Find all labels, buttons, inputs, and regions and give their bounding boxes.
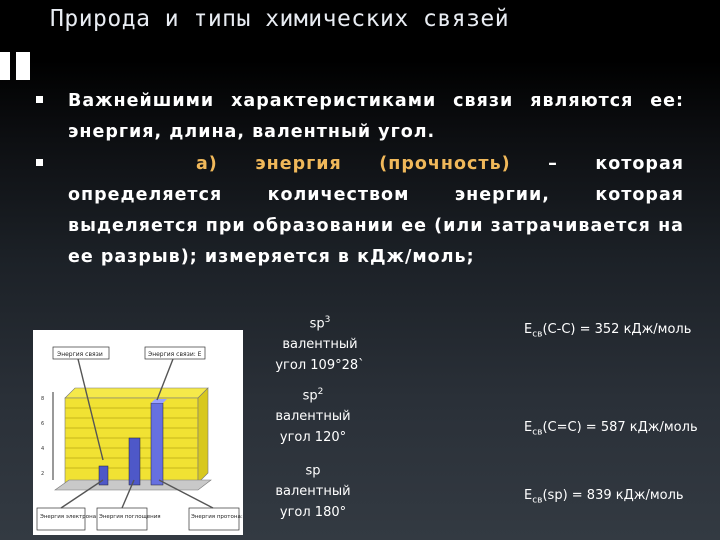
diagram-axis-tick: 6 [41, 421, 45, 427]
bullet-energy: а) энергия (прочность) – которая определяется количеством энергии, которая выделяется при образовании ее (или затрачивается на ее разрыв); измеряется в кДж/моль; [68, 154, 685, 267]
diagram-label: Энергия электрона [40, 514, 97, 520]
bullet-characteristics: Важнейшими характеристиками связи являются ее: энергия, длина, валентный угол. [68, 91, 684, 142]
diagram-bar [151, 403, 163, 485]
diagram-axis-tick: 2 [41, 471, 45, 477]
decor-bar-left [0, 52, 10, 80]
decor-bar-right [16, 52, 30, 80]
bullet-square-icon [36, 96, 43, 103]
diagram-label: Энергия протона: Е [191, 514, 243, 520]
energy-cc-single: $Е_{св}(С-С) = 352$ кДж/моль [524, 322, 692, 340]
slide-title: Природа и типы химических связей [50, 6, 510, 32]
hybrid-sp-label: sp валентный угол 180° [275, 463, 351, 521]
diagram-wall-side [198, 388, 208, 483]
bond-energy-diagram [33, 330, 243, 535]
diagram-label: Энергия связи [57, 351, 103, 358]
diagram-axis-tick: 4 [41, 446, 45, 452]
bullet-square-icon [36, 159, 43, 166]
diagram-label: Энергия связи: Е [148, 351, 202, 358]
energy-term: а) энергия (прочность) [196, 154, 511, 174]
bond-energy-diagram-svg [33, 330, 243, 535]
hybrid-sp3-label: $sp^3$ валентный угол 109°28` [275, 315, 365, 374]
diagram-axis-tick: 8 [41, 396, 45, 402]
diagram-bar [129, 438, 140, 485]
hybrid-sp2-label: $sp^2$ валентный угол 120° [275, 387, 351, 446]
energy-sp: $Е_{св}(sp) = 839$ кДж/моль [524, 488, 684, 506]
energy-cc-double: $Е_{св}(С=С) = 587$ кДж/моль [524, 420, 698, 438]
diagram-label: Энергия поглощения [99, 514, 161, 520]
